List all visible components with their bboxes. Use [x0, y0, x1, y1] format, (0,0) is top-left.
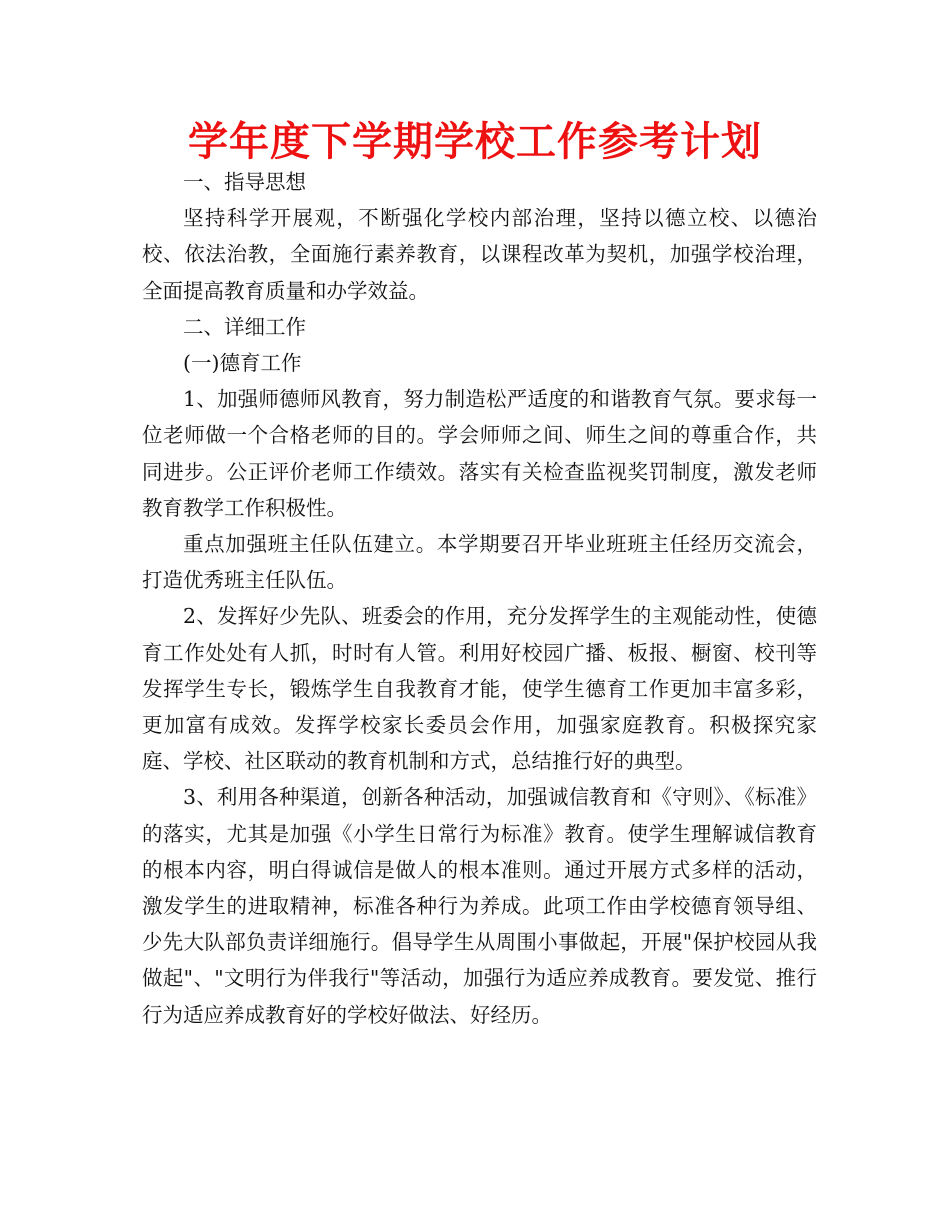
section-heading-detailed-work: 二、详细工作	[183, 314, 306, 339]
paragraph-item-2: 2、发挥好少先队、班委会的作用，充分发挥学生的主观能动性，使德育工作处处有人抓，时时有人管。利用好校园广播、板报、橱窗、校刊等发挥学生专长，锻炼学生自我教育才能，使学生德育工作更加丰富多彩，更加富有成效。发挥学校家长委员会作用，加强家庭教育。积极探究家庭、学校、社区联动的教育机制和方式，总结推行好的典型。	[142, 604, 817, 774]
subsection-heading-moral-education: (一)德育工作	[183, 351, 302, 376]
paragraph-item-3: 3、利用各种渠道，创新各种活动，加强诚信教育和《守则》、《标准》的落实，尤其是加强《小学生日常行为标准》教育。使学生理解诚信教育的根本内容，明白得诚信是做人的根本准则。通过开展方式多样的活动，激发学生的进取精神，标准各种行为养成。此项工作由学校德育领导组、少先大队部负责详细施行。倡导学生从周围小事做起，开展"保护校园从我做起"、"文明行为伴我行"等活动，加强行为适应养成教育。要发觉、推行行为适应养成教育好的学校好做法、好经历。	[142, 785, 817, 1027]
paragraph-guiding-thought: 坚持科学开展观，不断强化学校内部治理，坚持以德立校、以德治校、依法治教，全面施行素养教育，以课程改革为契机，加强学校治理，全面提高教育质量和办学效益。	[142, 206, 817, 303]
document-title: 学年度下学期学校工作参考计划	[188, 118, 762, 165]
document-body	[142, 164, 817, 1033]
paragraph-item-1: 1、加强师德师风教育，努力制造松严适度的和谐教育气氛。要求每一位老师做一个合格老师的目的。学会师师之间、师生之间的尊重合作，共同进步。公正评价老师工作绩效。落实有关检查监视奖罚制度，激发老师教育教学工作积极性。	[142, 387, 817, 520]
section-heading-guiding-thought: 一、指导思想	[183, 170, 306, 194]
paragraph-class-teacher: 重点加强班主任队伍建立。本学期要召开毕业班班主任经历交流会，打造优秀班主任队伍。	[142, 532, 817, 593]
